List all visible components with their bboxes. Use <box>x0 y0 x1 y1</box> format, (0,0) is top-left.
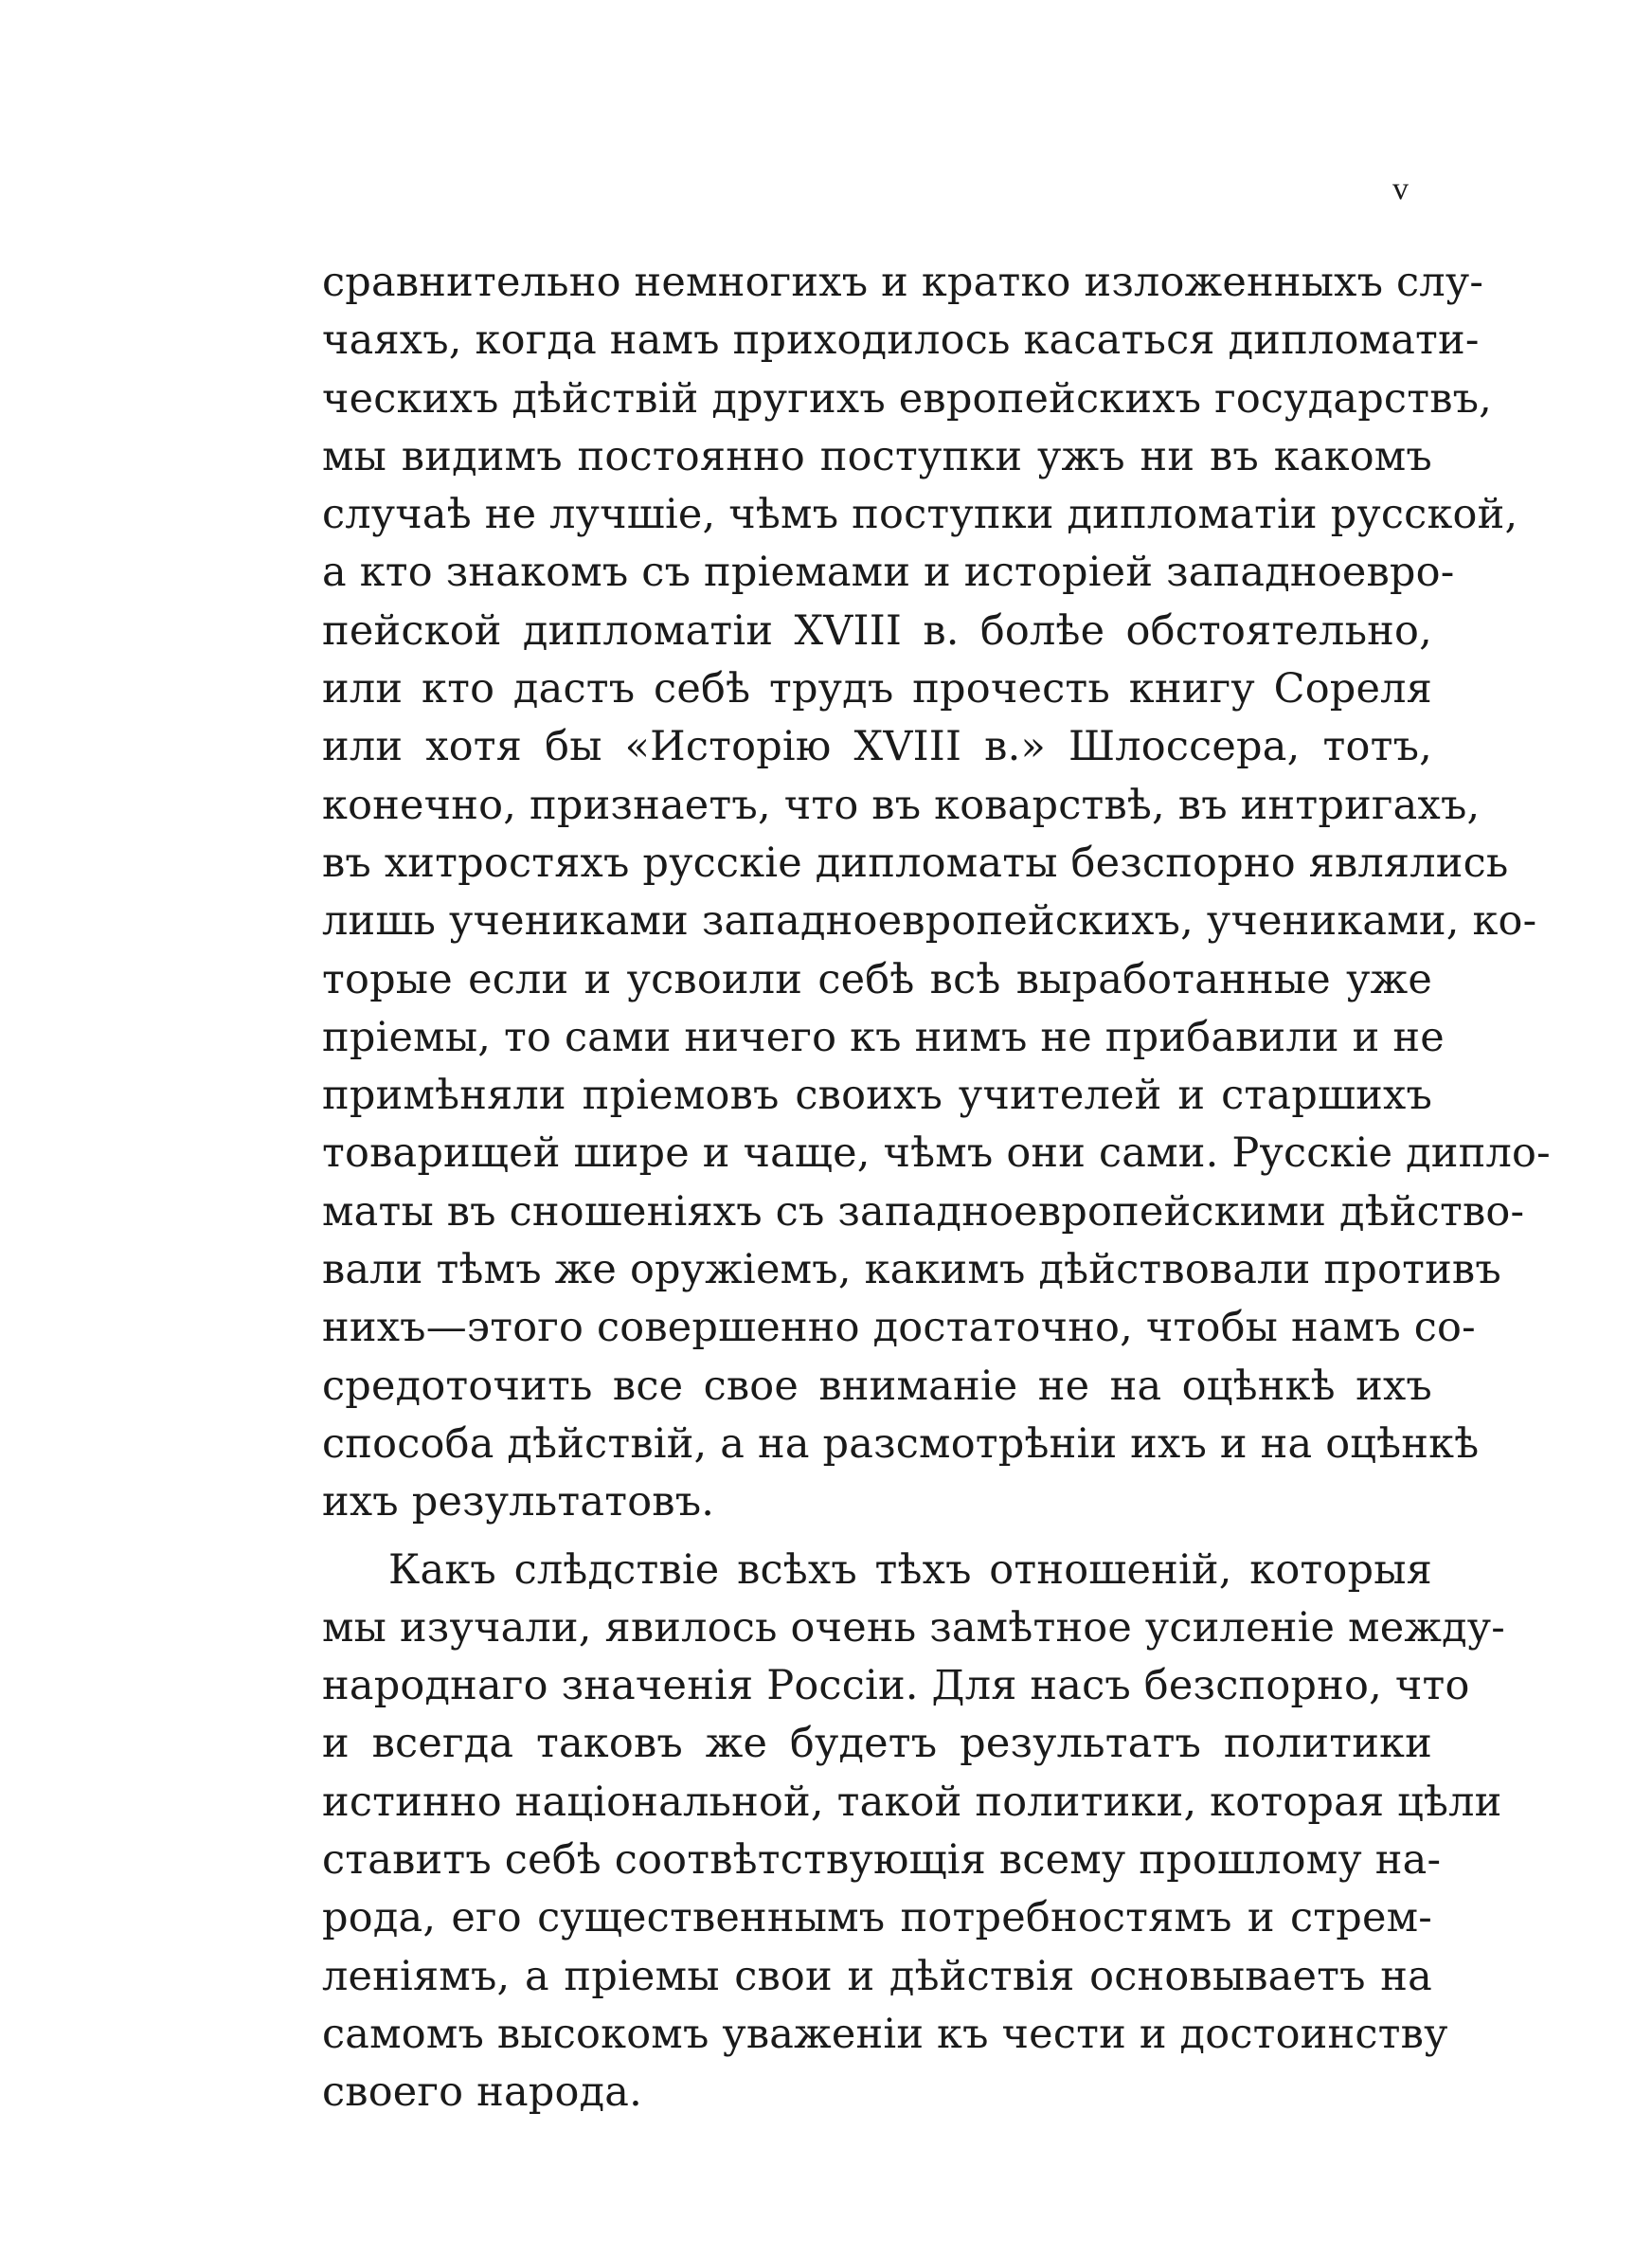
text-line: примѣняли пріемовъ своихъ учителей и старшихъ <box>322 1072 1432 1120</box>
text-line: рода, его существеннымъ потребностямъ и стрем- <box>322 1894 1432 1942</box>
text-line: ставитъ себѣ соотвѣтствующія всему прошлому на- <box>322 1836 1442 1885</box>
text-line: Какъ слѣдствіе всѣхъ тѣхъ отношеній, которыя <box>388 1545 1432 1594</box>
text-line: мы изучали, явилось очень замѣтное усиленіе между- <box>322 1603 1506 1652</box>
text-line: маты въ сношеніяхъ съ западноевропейскими дѣйство- <box>322 1187 1525 1236</box>
text-line: а кто знакомъ съ пріемами и исторіей западноевро- <box>322 549 1455 597</box>
text-line: сравнительно немногихъ и кратко изложенныхъ слу- <box>322 259 1484 306</box>
text-line: и всегда таковъ же будетъ результатъ политики <box>322 1720 1432 1768</box>
text-line: своего народа. <box>322 2068 643 2117</box>
paragraph-2 <box>322 1542 1506 2122</box>
text-line: товарищей шире и чаще, чѣмъ они сами. Русскіе дипло- <box>322 1129 1551 1178</box>
text-line: леніямъ, а пріемы свои и дѣйствія основываетъ на <box>322 1952 1432 2000</box>
text-line: случаѣ не лучшіе, чѣмъ поступки дипломатіи русской, <box>322 491 1518 539</box>
text-line: пейской дипломатіи XVIII в. болѣе обстоятельно, <box>322 606 1432 655</box>
text-line: пріемы, то сами ничего къ нимъ не прибавили и не <box>322 1013 1445 1061</box>
text-line: или хотя бы «Исторію XVIII в.» Шлоссера, тотъ, <box>322 723 1432 771</box>
text-line: лишь учениками западноевропейскихъ, учениками, ко- <box>322 897 1537 946</box>
text-line: чаяхъ, когда намъ приходилось касаться дипломати- <box>322 316 1480 365</box>
text-line: нихъ—этого совершенно достаточно, чтобы намъ со- <box>322 1304 1476 1352</box>
text-line: или кто дастъ себѣ трудъ прочесть книгу Сореля <box>322 665 1432 713</box>
text-line: ихъ результатовъ. <box>322 1478 715 1526</box>
text-line: способа дѣйствій, а на разсмотрѣніи ихъ и на оцѣнкѣ <box>322 1419 1480 1468</box>
text-line: конечно, признаетъ, что въ коварствѣ, въ интригахъ, <box>322 781 1481 829</box>
text-line: средоточить все свое вниманіе не на оцѣнкѣ ихъ <box>322 1362 1432 1410</box>
text-line: торые если и усвоили себѣ всѣ выработанные уже <box>322 955 1432 1003</box>
text-line: вали тѣмъ же оружіемъ, какимъ дѣйствовали противъ <box>322 1246 1501 1294</box>
text-line: истинно національной, такой политики, которая цѣли <box>322 1778 1502 1826</box>
text-line: самомъ высокомъ уваженіи къ чести и достоинству <box>322 2010 1448 2058</box>
paragraph-1 <box>322 254 1551 1532</box>
text-line: ческихъ дѣйствій другихъ европейскихъ государствъ, <box>322 374 1493 423</box>
text-line: мы видимъ постоянно поступки ужъ ни въ какомъ <box>322 432 1432 480</box>
text-line: въ хитростяхъ русскіе дипломаты безспорно являлись <box>322 839 1509 887</box>
text-line: народнаго значенія Россіи. Для насъ безспорно, что <box>322 1662 1470 1710</box>
body-text <box>322 254 1551 2122</box>
paragraph-gap <box>322 1532 1432 1542</box>
page-number: v <box>1392 172 1409 207</box>
